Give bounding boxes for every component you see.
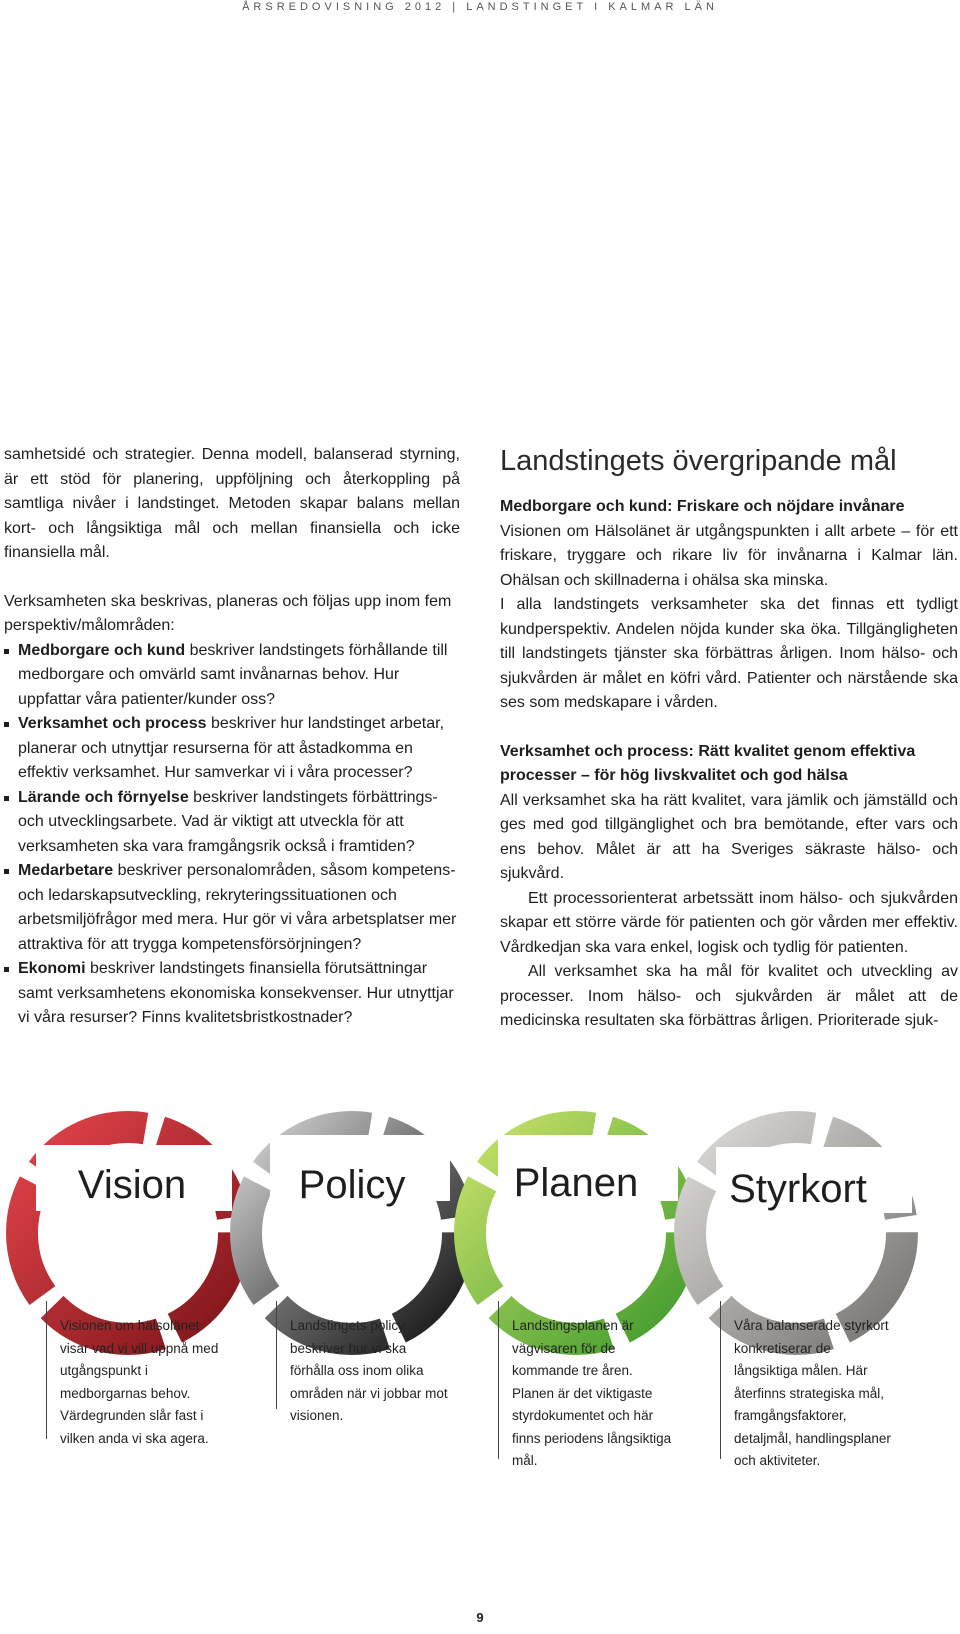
list-item: [4, 859, 460, 957]
bullet-term: Medarbetare: [18, 862, 114, 879]
bullet-term: Lärande och förnyelse: [18, 788, 189, 806]
bullet-text: beskriver landstingets förbättrings- och utvecklingsarbete. Vad är viktigt att utveckla för att verksamheten ska vara framgångsrik också i framtiden?: [18, 788, 438, 855]
bullet-term: Medborgare och kund: [18, 641, 186, 659]
intro-paragraph: samhetsidé och strategier. Denna modell, balanserad styrning, är ett stöd för planering, uppföljning och återkoppling på samtliga nivåer i landstinget. Metoden skapar balans mellan kort- och långsiktiga mål och mellan finansiella och icke finansiella mål.: [4, 446, 460, 561]
list-item: [4, 957, 460, 1031]
right-column: [500, 443, 958, 1034]
bullet-text: beskriver hur landstinget arbetar, planerar och utnyttjar resurserna för att åstadkomma en effektiv verksamhet. Hur samverkar vi i våra processer?: [18, 715, 445, 781]
paragraph: All verksamhet ska ha rätt kvalitet, vara jämlik och jämställd och ges med god tillgänglighet och bra bemötande, efter vars och ens behov. Målet är att ha Sveriges säkraste hälso- och sjukvård.: [500, 791, 958, 882]
subheading-verksamhet: Verksamhet och process: Rätt kvalitet genom effektiva processer – för hög livskvalitet och god hälsa: [500, 742, 916, 784]
paragraph: Ett processorienterat arbetssätt inom hälso- och sjukvården skapar ett större värde för patienten och gör vården mer effektiv. Vårdkedjan ska vara enkel, logisk och tydlig för patienten.: [500, 889, 958, 956]
list-item: [4, 712, 460, 786]
styrkort-caption: Våra balanserade styrkort konkretiserar de långsiktiga målen. Här återfinns strategiska mål, framgångsfaktorer, detaljmål, handlingsplaner och aktiviteter.: [734, 1318, 891, 1468]
styrkort-caption-line: [720, 1301, 721, 1459]
vision-caption-line: [46, 1301, 47, 1439]
policy-caption: Landstingets policy beskriver hur vi ska förhålla oss inom olika områden när vi jobbar mot visionen.: [290, 1318, 448, 1423]
lead-paragraph: Verksamheten ska beskrivas, planeras och följas upp inom fem perspektiv/målområden:: [4, 592, 452, 634]
perspective-list: [4, 639, 460, 1031]
bullet-term: Verksamhet och process: [18, 715, 207, 732]
subheading-medborgare: Medborgare och kund: Friskare och nöjdare invånare: [500, 498, 905, 515]
list-item: [4, 639, 460, 713]
list-item: [4, 786, 460, 860]
bullet-text: beskriver personalområden, såsom kompetens- och ledarskapsutveckling, rekryteringssituationen och arbetsmiljöfrågor med mera. Hur gör vi våra arbetsplatser mer attraktiva för att trygga kompetensförsörjningen?: [18, 862, 457, 953]
bullet-text: beskriver landstingets finansiella förutsättningar samt verksamhetens ekonomiska konsekvenser. Hur utnyttjar vi våra resurser? Finns kvalitetsbristkostnader?: [18, 960, 454, 1026]
bullet-text: beskriver landstingets förhållande till medborgare och omvärld samt invånarnas behov. Hur uppfattar våra patienter/kunder oss?: [18, 641, 448, 708]
planen-label: Planen: [513, 1161, 639, 1205]
running-header: ÅRSREDOVISNING 2012 | LANDSTINGET I KALMAR LÄN: [242, 1, 718, 13]
policy-caption-line: [276, 1301, 277, 1409]
styrkort-label: Styrkort: [729, 1167, 867, 1211]
section-title: Landstingets övergripande mål: [500, 445, 897, 477]
paragraph: I alla landstingets verksamheter ska det finnas ett tydligt kundperspektiv. Andelen nöjda kunder ska öka. Tillgängligheten till landstingets tjänster ska förbättras årligen. Inom hälso- och sjukvården är målet en köfri vård. Patienter och närstående ska ses som medskapare i vården.: [500, 596, 958, 711]
planen-caption: Landstingsplanen är vägvisaren för de kommande tre åren. Planen är det viktigaste styrdokumentet och här finns periodens långsiktiga mål.: [512, 1318, 672, 1468]
planen-caption-line: [498, 1301, 499, 1459]
bullet-term: Ekonomi: [18, 960, 86, 977]
policy-label: Policy: [298, 1163, 406, 1207]
process-diagram: [0, 1105, 960, 1545]
paragraph: Visionen om Hälsolänet är utgångspunkten i allt arbete – för ett friskare, tryggare och rikare liv för invånarna i Kalmar län. Ohälsan och skillnaderna i ohälsa ska minska.: [500, 522, 958, 589]
left-column: [4, 443, 460, 1031]
paragraph: All verksamhet ska ha mål för kvalitet och utveckling av processer. Inom hälso- och sjukvården är målet att de medicinska resultaten ska förbättras årligen. Prioriterade sjuk-: [500, 963, 958, 1029]
vision-caption: Visionen om hälsolänet visar vad vi vill uppnå med utgångspunkt i medborgarnas behov. Värdegrunden slår fast i vilken anda vi ska agera.: [60, 1318, 219, 1446]
page-number: 9: [476, 1610, 484, 1625]
vision-label: Vision: [77, 1163, 187, 1207]
